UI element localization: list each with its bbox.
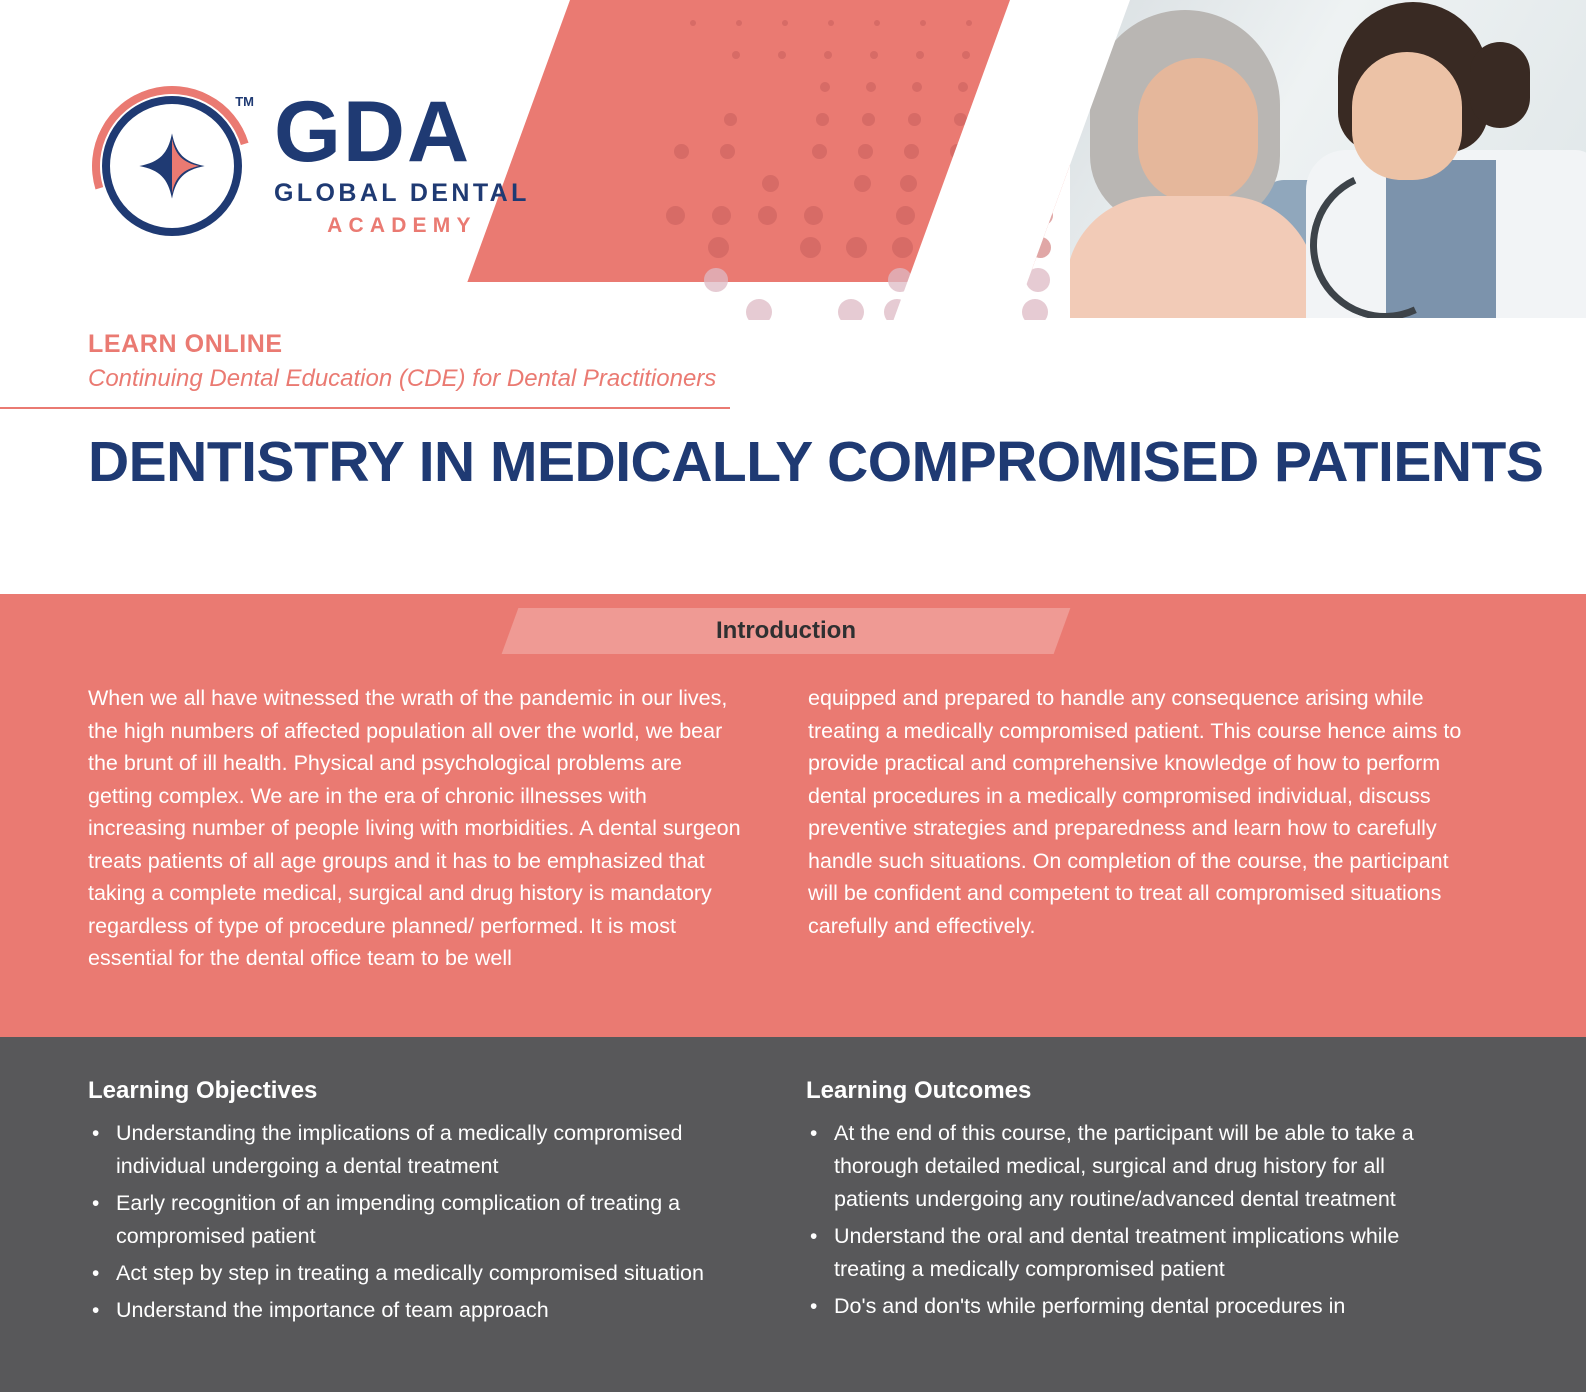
page-title: DENTISTRY IN MEDICALLY COMPROMISED PATIENTS	[88, 430, 1544, 494]
logo-wordmark	[274, 83, 530, 239]
title-block	[0, 330, 1586, 495]
photo-background	[1070, 0, 1586, 318]
list-item: • Act step by step in treating a medically compromised situation	[88, 1257, 748, 1290]
photo-patient-face	[1138, 58, 1258, 203]
photo-doctor-face	[1352, 52, 1462, 180]
introduction-heading: Introduction	[716, 617, 856, 644]
logo-line1-text: GLOBAL DENTAL	[274, 179, 530, 208]
logo-gda-text: GDA	[274, 83, 472, 180]
learning-outcomes-list	[806, 1117, 1466, 1323]
photo-patient-body	[1070, 196, 1316, 318]
learning-outcomes-column	[806, 1077, 1466, 1331]
title-divider	[0, 407, 730, 409]
learning-objectives-column	[88, 1077, 748, 1331]
header-banner	[0, 0, 1586, 320]
list-item: • Understand the oral and dental treatment implications while treating a medically compromised patient	[806, 1220, 1466, 1286]
kicker-text: LEARN ONLINE	[88, 330, 283, 358]
introduction-columns	[88, 682, 1498, 975]
introduction-section	[0, 594, 1586, 1037]
list-item: • At the end of this course, the participant will be able to take a thorough detailed medical, surgical and drug history for all patients undergoing any routine/advanced dental treatment	[806, 1117, 1466, 1216]
halftone-dot	[1022, 299, 1048, 320]
learning-section	[0, 1037, 1586, 1392]
learning-outcomes-heading: Learning Outcomes	[806, 1077, 1032, 1104]
gda-logo[interactable]	[88, 78, 530, 246]
halftone-dot	[746, 299, 772, 320]
logo-star-icon	[138, 130, 206, 202]
trademark-symbol: TM	[235, 94, 254, 109]
learning-columns	[88, 1077, 1526, 1331]
kicker-subtitle: Continuing Dental Education (CDE) for Dental Practitioners	[88, 365, 717, 392]
introduction-paragraph-right: equipped and prepared to handle any consequence arising while treating a medically compromised patient. This course hence aims to provide practical and comprehensive knowledge of how to perform dental procedures in a medically compromised individual, discuss preventive strategies and preparedness and learn how to carefully handle such situations. On completion of the course, the participant will be confident and competent to treat all compromised situations carefully and effectively.	[808, 686, 1462, 938]
list-item: • Understanding the implications of a medically compromised individual undergoing a dental treatment	[88, 1117, 748, 1183]
logo-line2-text: ACADEMY	[327, 214, 477, 238]
learning-objectives-heading: Learning Objectives	[88, 1077, 318, 1104]
list-item: • Do's and don'ts while performing dental procedures in	[806, 1290, 1466, 1323]
list-item: • Early recognition of an impending complication of treating a compromised patient	[88, 1187, 748, 1253]
introduction-paragraph-left: When we all have witnessed the wrath of the pandemic in our lives, the high numbers of affected population all over the world, we bear the brunt of ill health. Physical and psychological problems are getting complex. We are in the era of chronic illnesses with increasing number of people living with morbidities. A dental surgeon treats patients of all age groups and it has to be emphasized that taking a complete medical, surgical and drug history is mandatory regardless of type of procedure planned/ performed. It is most essential for the dental office team to be well	[88, 686, 741, 970]
halftone-dot	[838, 299, 864, 320]
photo-doctor-ponytail	[1470, 42, 1530, 128]
header-photo	[1070, 0, 1586, 318]
learning-objectives-list	[88, 1117, 748, 1327]
list-item: • Understand the importance of team approach	[88, 1294, 748, 1327]
logo-mark-icon	[88, 78, 256, 246]
